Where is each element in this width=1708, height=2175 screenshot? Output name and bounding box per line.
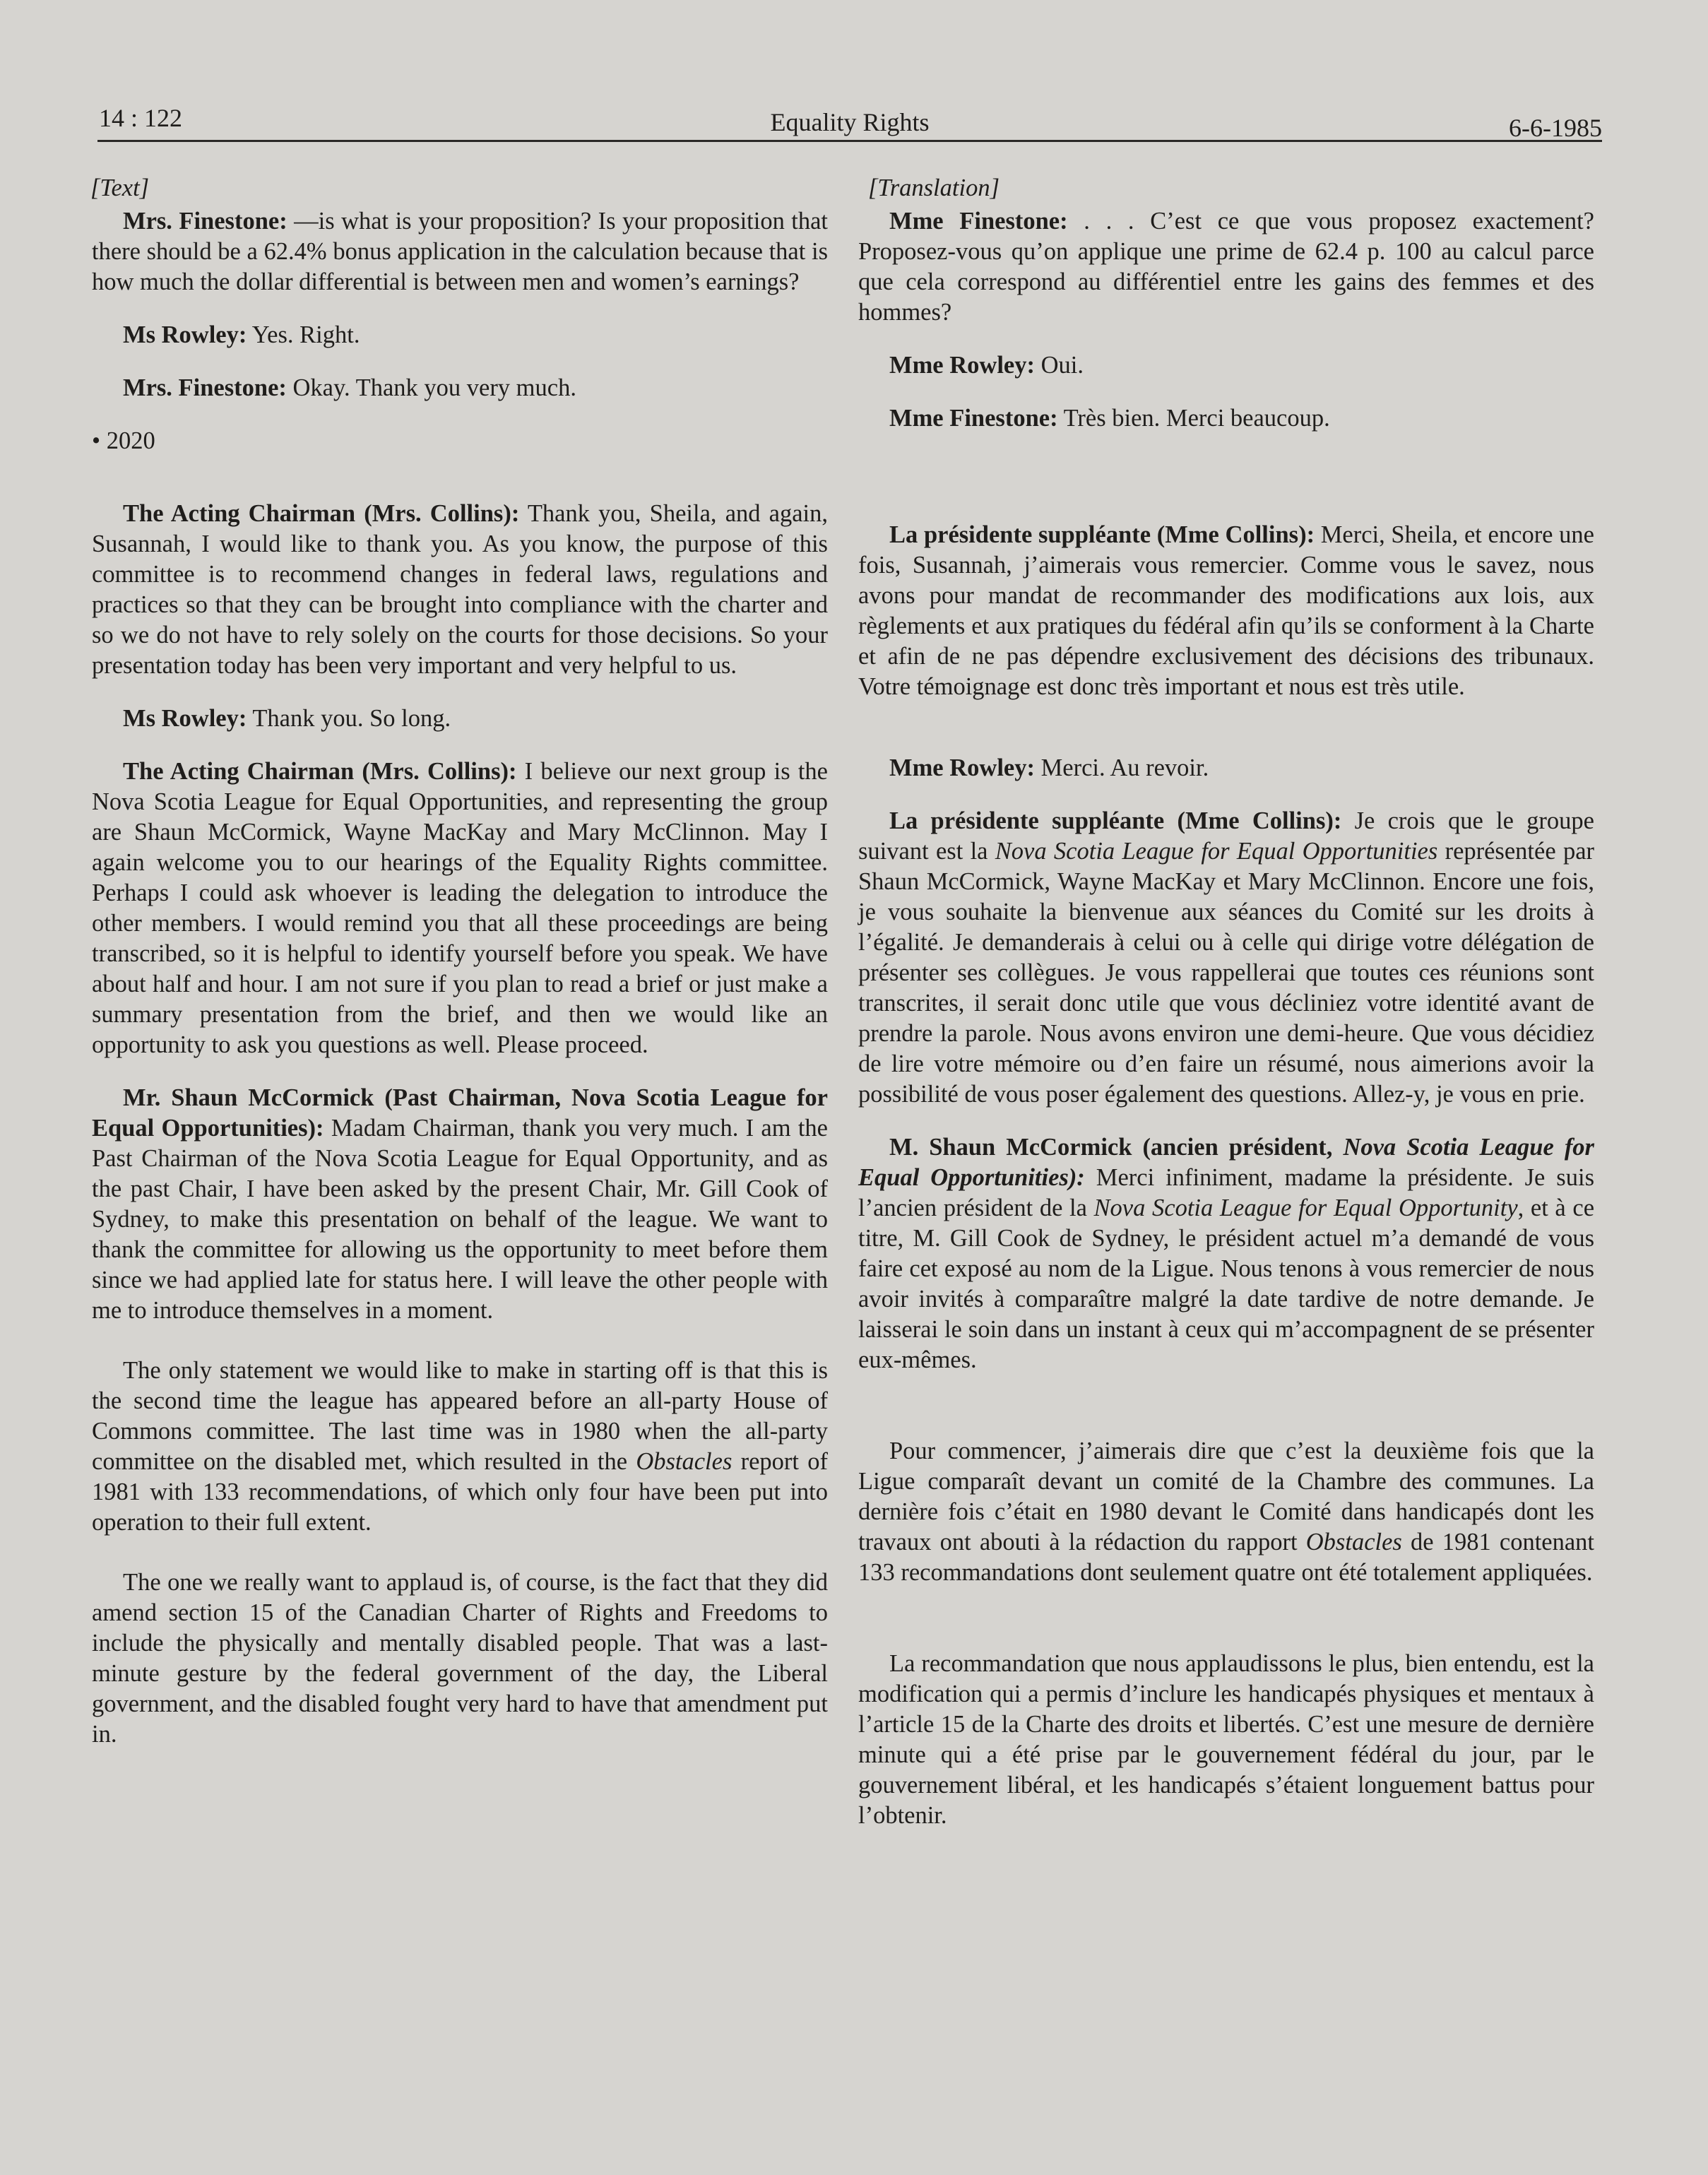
paragraph: Mrs. Finestone: Okay. Thank you very much.: [123, 374, 576, 401]
english-column: [92, 173, 828, 1750]
paragraph: La présidente suppléante (Mme Collins): Je crois que le groupe suivant est la Nova Scotia League for Equal Opportunities représentée par Shaun McCormick, Wayne MacKay et Mary McClinnon. Encore une fois, je vous souhaite la bienvenue aux séances du Comité sur les droits à l’égalité. Je demanderais à celui ou à celle qui dirige votre délégation de présenter ses collègues. Je vous rappellerai que toutes ces réunions sont transcrites, il serait donc utile que vous décliniez votre identité avant de prendre la parole. Nous avons environ une demi-heure. Que vous décidiez de lire votre mémoire ou d’en faire un résumé, nous aimerions avoir la possibilité de vous poser également des questions. Allez-y, je vous en prie.: [858, 807, 1594, 1108]
paragraph: The Acting Chairman (Mrs. Collins): I believe our next group is the Nova Scotia League for Equal Opportunities, and representing the group are Shaun McCormick, Wayne MacKay and Mary McClinnon. May I again welcome you to our hearings of the Equality Rights committee. Perhaps I could ask whoever is leading the delegation to introduce the other members. I would remind you that all these proceedings are being transcribed, so it is helpful to identify yourself before you speak. We have about half and hour. I am not sure if you plan to read a brief or just make a summary presentation from the brief, and then we would like an opportunity to ask you questions as well. Please proceed.: [92, 758, 828, 1058]
paragraph: Mme Rowley: Merci. Au revoir.: [889, 754, 1209, 781]
speaker-name: La présidente suppléante (Mme Collins):: [889, 521, 1315, 548]
paragraph: Mrs. Finestone: —is what is your proposition? Is your proposition that there should be a 62.4% bonus application in the calculation because that is how much the dollar differential is between men and women’s earnings?: [92, 208, 828, 295]
page-date: 6-6-1985: [1509, 114, 1602, 142]
speaker-name: Mrs. Finestone:: [123, 208, 287, 235]
paragraph: M. Shaun McCormick (ancien président, Nova Scotia League for Equal Opportunities): Merci infiniment, madame la présidente. Je suis l’ancien président de la Nova Scotia League for Equal Opportunity, et à ce titre, M. Gill Cook de Sydney, le président actuel m’a demandé de vous faire cet exposé au nom de la Ligue. Nous tenons à vous remercier de nous avoir invités à comparaître malgré la date tardive de notre demande. Je laisserai le soin dans un instant à ceux qui m’accompagnent de se présenter eux-mêmes.: [858, 1134, 1595, 1373]
speaker-name: Mme Rowley:: [889, 754, 1035, 781]
organization-name: Nova Scotia League for Equal Opportunity: [1093, 1195, 1518, 1221]
page-number: 14 : 122: [99, 104, 183, 132]
speaker-name: Mme Rowley:: [889, 352, 1035, 379]
paragraph: Mme Finestone: . . . C’est ce que vous proposez exactement? Proposez-vous qu’on applique une prime de 62.4 p. 100 au calcul parce que cela correspond au différentiel entre les gains des femmes et des hommes?: [858, 208, 1594, 326]
paragraph: The Acting Chairman (Mrs. Collins): Thank you, Sheila, and again, Susannah, I would like to thank you. As you know, the purpose of this committee is to recommend changes in federal laws, regulations and practices so that they can be brought into compliance with the charter and so we do not have to rely solely on the courts for those decisions. So your presentation today has been very important and very helpful to us.: [92, 500, 828, 679]
speaker-name: Mrs. Finestone:: [123, 374, 287, 401]
speaker-name: Ms Rowley:: [123, 321, 247, 348]
time-marker: • 2020: [92, 427, 155, 454]
speaker-name: M. Shaun McCormick (ancien président,: [889, 1134, 1344, 1161]
report-title: Obstacles: [636, 1448, 733, 1475]
paragraph: La recommandation que nous applaudissons le plus, bien entendu, est la modification qui a permis d’inclure les handicapés physiques et mentaux à l’article 15 de la Charte des droits et libertés. C’est une mesure de dernière minute qui a été prise par le gouvernement fédéral du jour, par le gouvernement libéral, et les handicapés s’étaient longuement battus pour l’obtenir.: [858, 1650, 1594, 1829]
speaker-name: Mme Finestone:: [889, 405, 1058, 432]
speaker-name: The Acting Chairman (Mrs. Collins):: [123, 500, 520, 527]
speaker-name: Mr. Shaun McCormick (Past Chairman, Nova Scotia League for Equal Opportunities):: [92, 1084, 828, 1142]
page-header: [97, 99, 1602, 142]
speaker-name: La présidente suppléante (Mme Collins):: [889, 807, 1342, 834]
paragraph: Pour commencer, j’aimerais dire que c’est la deuxième fois que la Ligue comparaît devant un comité de la Chambre des communes. La dernière fois c’était en 1980 devant le Comité dans handicapés dont les travaux ont abouti à la rédaction du rapport Obstacles de 1981 contenant 133 recommandations dont seulement quatre ont été totalement appliquées.: [858, 1438, 1595, 1586]
paragraph: Mme Finestone: Très bien. Merci beaucoup.: [889, 405, 1330, 432]
speaker-name: Ms Rowley:: [123, 705, 247, 732]
paragraph: Ms Rowley: Yes. Right.: [123, 321, 360, 348]
french-column: [858, 173, 1594, 1831]
paragraph: The only statement we would like to make in starting off is that this is the second time the league has appeared before an all-party House of Commons committee. The last time was in 1980 when the all-party committee on the disabled met, which resulted in the Obstacles report of 1981 with 133 recommendations, of which only four have been put into operation to their full extent.: [92, 1357, 828, 1536]
speaker-organization: Nova Scotia League for Equal Opportunities):: [858, 1134, 1594, 1191]
page-title: Equality Rights: [770, 108, 930, 136]
paragraph: Mr. Shaun McCormick (Past Chairman, Nova Scotia League for Equal Opportunities): Madam Chairman, thank you very much. I am the Past Chairman of the Nova Scotia League for Equal Opportunity, and as the past Chair, I have been asked by the present Chair, Mr. Gill Cook of Sydney, to make this presentation on behalf of the league. We want to thank the committee for allowing us the opportunity to meet before them since we had applied late for status here. I will leave the other people with me to introduce themselves in a moment.: [92, 1084, 828, 1324]
report-title: Obstacles: [1305, 1529, 1402, 1555]
speaker-name: The Acting Chairman (Mrs. Collins):: [123, 758, 517, 785]
section-tag: [Text]: [90, 174, 150, 201]
paragraph: Mme Rowley: Oui.: [889, 352, 1084, 379]
paragraph: Ms Rowley: Thank you. So long.: [123, 705, 451, 732]
paragraph: La présidente suppléante (Mme Collins): Merci, Sheila, et encore une fois, Susannah, j’aimerais vous remercier. Comme vous le savez, nous avons pour mandat de recommander des modifications aux lois, aux règlements et aux pratiques du fédéral afin qu’ils se conforment à la Charte et afin de ne pas dépendre exclusivement des décisions des tribunaux. Votre témoignage est donc très important et nous est très utile.: [858, 521, 1594, 700]
section-tag: [Translation]: [868, 174, 1000, 201]
speaker-name: Mme Finestone:: [889, 208, 1068, 235]
organization-name: Nova Scotia League for Equal Opportunities: [995, 838, 1438, 865]
paragraph: The one we really want to applaud is, of course, is the fact that they did amend section 15 of the Canadian Charter of Rights and Freedoms to include the physically and mentally disabled people. That was a last-minute gesture by the federal government of the day, the Liberal government, and the disabled fought very hard to have that amendment put in.: [92, 1569, 828, 1748]
